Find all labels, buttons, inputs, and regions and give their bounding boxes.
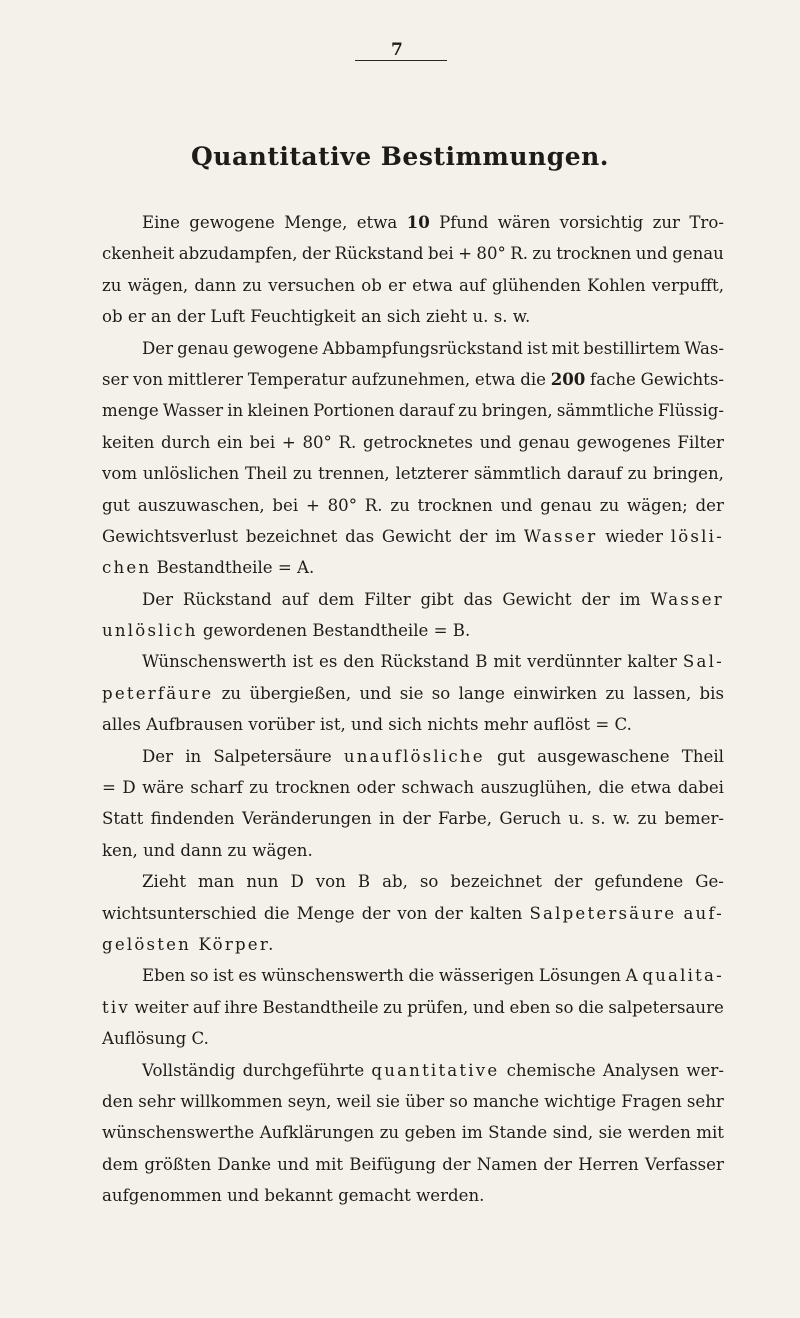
word: dem: [102, 1154, 139, 1174]
word: Eben: [142, 966, 186, 986]
word: Der: [142, 338, 174, 358]
word: und: [277, 1154, 310, 1174]
text-segment: ob er an der Luft Feuchtigkeit an sich zieht u. s. w.: [102, 307, 531, 327]
text-line: [102, 1086, 724, 1117]
word: durchgeführte: [242, 1060, 365, 1080]
word: und: [500, 495, 533, 515]
word: auf: [192, 997, 220, 1017]
word: genau: [540, 495, 592, 515]
word: etwa: [474, 369, 516, 389]
word: Der: [142, 746, 174, 766]
word: Theil: [244, 464, 288, 484]
word: auszuglühen,: [480, 778, 593, 798]
word: etwa: [356, 213, 398, 232]
word: größten: [144, 1154, 212, 1174]
word: geben: [404, 1123, 457, 1143]
word: auszuwaschen,: [137, 495, 265, 515]
word: die: [598, 778, 625, 798]
text-line: [102, 772, 724, 803]
word: es: [238, 966, 257, 986]
word: weiter: [134, 997, 189, 1017]
word: zu: [102, 275, 122, 295]
word: der: [301, 244, 331, 264]
text-line: [102, 1117, 724, 1148]
word: und: [635, 244, 668, 264]
word: abzudampfen,: [178, 244, 298, 264]
word: zu: [637, 809, 658, 829]
word: Aufklärungen: [259, 1123, 375, 1143]
word: R.: [364, 495, 383, 515]
word: wären: [497, 213, 551, 232]
word: zu: [458, 401, 478, 421]
word: Kohlen: [587, 275, 646, 295]
word: Herren: [578, 1154, 639, 1174]
word: gibt: [420, 589, 454, 609]
word: Gewicht: [502, 589, 572, 609]
word: in: [378, 809, 395, 829]
word: +: [458, 244, 472, 264]
word: Wasser: [650, 589, 724, 609]
text-line: [102, 238, 724, 269]
text-line: [102, 427, 724, 458]
word: das: [345, 526, 375, 546]
word: Statt: [102, 809, 144, 829]
word: Beifügung: [349, 1154, 437, 1174]
word: von: [315, 872, 346, 892]
word: der: [434, 903, 463, 923]
text-line: [102, 960, 724, 991]
word: sind,: [552, 1123, 594, 1143]
text-line: [102, 395, 724, 426]
word: Bestandtheile: [262, 997, 379, 1017]
word: 80°: [476, 244, 506, 264]
word: oder: [356, 778, 396, 798]
word: bemer-: [664, 809, 724, 829]
word: wichtige: [544, 1091, 617, 1111]
word: über: [405, 1091, 445, 1111]
word: Pfund: [439, 213, 489, 232]
word: tiv: [102, 997, 130, 1017]
word: vorsichtig: [559, 213, 644, 232]
word: Menge: [296, 903, 355, 923]
word: Gewicht: [381, 526, 452, 546]
word: Gewichtsverlust: [102, 526, 239, 546]
word: in: [227, 401, 244, 421]
word: mit: [493, 652, 522, 672]
word: der: [581, 589, 610, 609]
word: zu: [242, 275, 262, 295]
word: gut: [496, 746, 525, 766]
word: und: [472, 997, 505, 1017]
word: gefundene: [594, 872, 684, 892]
word: Vollständig: [142, 1060, 236, 1080]
word: bezeichnet: [245, 526, 338, 546]
word: sehr: [138, 1091, 176, 1111]
word: durch: [161, 432, 211, 452]
word: der: [695, 495, 724, 515]
word: so: [419, 872, 439, 892]
text-line: [102, 364, 724, 395]
word: zu: [292, 464, 313, 484]
word: findenden: [150, 809, 235, 829]
word: wichtsunterschied: [102, 903, 257, 923]
text-line: [102, 803, 724, 834]
text-segment: gewordenen Bestandtheile = B.: [197, 621, 471, 641]
text-line: [102, 678, 724, 709]
word: so: [449, 1091, 468, 1111]
word: sämmtliche: [556, 401, 654, 421]
word: genau: [518, 432, 570, 452]
text-line: [102, 646, 724, 677]
text-line: [102, 333, 724, 364]
word: auf: [281, 589, 309, 609]
word: chemische: [506, 1060, 596, 1080]
word: +: [305, 495, 320, 515]
body-text: [102, 207, 724, 1212]
word: mittlerer: [167, 369, 243, 389]
word: versuchen: [268, 275, 356, 295]
word: Sal-: [682, 652, 724, 672]
word: Gewichts-: [640, 369, 724, 389]
word: ein: [216, 432, 243, 452]
word: R.: [510, 244, 528, 264]
word: dem: [318, 589, 355, 609]
word: getrocknetes: [362, 432, 473, 452]
word: scharf: [190, 778, 243, 798]
word: Veränderungen: [241, 809, 372, 829]
word: unauflösliche: [343, 746, 485, 766]
word: ausgewaschene: [537, 746, 670, 766]
word: glühenden: [491, 275, 581, 295]
text-segment: gelösten Körper.: [102, 934, 276, 954]
word: etwa: [630, 778, 672, 798]
word: bestillirtem: [583, 338, 681, 358]
text-line: [102, 490, 724, 521]
word: w.: [612, 809, 631, 829]
word: Danke: [217, 1154, 272, 1174]
word: man: [198, 872, 235, 892]
word: Analysen: [602, 1060, 680, 1080]
word: von: [397, 903, 428, 923]
text-line: [102, 584, 724, 615]
word: D: [122, 778, 136, 798]
word: Menge,: [284, 213, 348, 232]
word: Rückstand: [182, 589, 272, 609]
word: prüfen,: [407, 997, 469, 1017]
word: salpetersaure: [608, 997, 724, 1017]
word: so: [189, 966, 209, 986]
word: unlöslichen: [142, 464, 240, 484]
word: Wasser: [523, 526, 598, 546]
word: zu: [599, 495, 620, 515]
word: Salpetersäure: [213, 746, 332, 766]
word: die: [578, 997, 604, 1017]
word: etwa: [412, 275, 453, 295]
word: peterfäure: [102, 683, 214, 703]
word: das: [463, 589, 493, 609]
word: bringen,: [653, 464, 724, 484]
text-line: [102, 835, 724, 866]
word: Tro-: [689, 213, 724, 232]
word: ob: [361, 275, 382, 295]
word: Rückstand: [334, 244, 424, 264]
word: willkommen: [180, 1091, 283, 1111]
word: lange: [458, 683, 505, 703]
word: fache: [590, 369, 636, 389]
word: dann: [194, 275, 237, 295]
word: zu: [532, 244, 552, 264]
word: so: [554, 997, 574, 1017]
word: Rückstand: [380, 652, 470, 672]
word: zur: [652, 213, 680, 232]
word: dabei: [677, 778, 724, 798]
word: Ge-: [695, 872, 724, 892]
page-title: Quantitative Bestimmungen.: [191, 142, 609, 171]
word: der: [442, 1154, 471, 1174]
word: wer-: [686, 1060, 724, 1080]
word: Eine: [142, 213, 180, 232]
word: Flüssig-: [657, 401, 724, 421]
text-segment: ken, und dann zu wägen.: [102, 840, 313, 860]
text-line: [102, 207, 724, 238]
word: auf: [458, 275, 486, 295]
word: bringen,: [481, 401, 553, 421]
word: der: [361, 903, 391, 923]
word: 10: [406, 212, 430, 232]
text-line: [102, 1149, 724, 1180]
text-line: [102, 552, 724, 583]
word: Zieht: [142, 872, 187, 892]
text-line: [102, 301, 724, 332]
word: bis: [699, 683, 724, 703]
word: eben: [509, 997, 551, 1017]
word: verdünnter: [527, 652, 622, 672]
text-line: [102, 458, 724, 489]
word: trocknen: [417, 495, 493, 515]
word: zu: [605, 683, 625, 703]
word: Abbampfungsrückstand: [322, 338, 523, 358]
word: so: [431, 683, 451, 703]
word: quantitative: [371, 1060, 500, 1080]
word: trocknen: [275, 778, 351, 798]
word: und: [479, 432, 512, 452]
word: ser: [102, 369, 129, 389]
word: Temperatur: [247, 369, 347, 389]
word: wieder: [605, 526, 663, 546]
word: qualita-: [642, 966, 724, 986]
word: Portionen: [313, 401, 395, 421]
word: schwach: [401, 778, 475, 798]
word: die: [408, 966, 435, 986]
text-line: [102, 270, 724, 301]
word: bei: [272, 495, 299, 515]
word: den: [343, 652, 375, 672]
word: es: [319, 652, 338, 672]
text-segment: chen: [102, 558, 152, 578]
text-line: [102, 992, 724, 1023]
word: Filter: [677, 432, 724, 452]
word: ckenheit: [102, 244, 175, 264]
word: kleinen: [247, 401, 310, 421]
text-line: [102, 1055, 724, 1086]
word: lösli-: [670, 526, 724, 546]
word: darauf: [398, 401, 455, 421]
word: Lösungen: [538, 966, 621, 986]
word: manche: [472, 1091, 540, 1111]
word: R.: [338, 432, 357, 452]
word: bezeichnet: [450, 872, 542, 892]
word: Fragen: [621, 1091, 682, 1111]
text-segment: Bestandtheile = A.: [151, 558, 315, 578]
word: vom: [102, 464, 138, 484]
word: zu: [390, 495, 410, 515]
word: +: [281, 432, 296, 452]
word: Salpetersäure: [529, 903, 677, 923]
text-segment: unlöslich: [102, 621, 198, 641]
word: weil: [336, 1091, 372, 1111]
word: ist: [213, 966, 234, 986]
word: gewogenes: [576, 432, 671, 452]
word: mit: [315, 1154, 344, 1174]
word: wünschenswerth: [261, 966, 404, 986]
word: D: [290, 872, 304, 892]
word: im: [619, 589, 641, 609]
word: gewogene: [189, 213, 275, 232]
word: im: [461, 1123, 483, 1143]
word: sehr: [686, 1091, 724, 1111]
text-segment: Auflösung C.: [102, 1029, 209, 1049]
word: sie: [598, 1123, 623, 1143]
word: ist: [292, 652, 314, 672]
word: s.: [591, 809, 606, 829]
word: 80°: [302, 432, 332, 452]
word: wägen;: [626, 495, 688, 515]
word: bei: [427, 244, 454, 264]
word: darauf: [566, 464, 623, 484]
word: Wünschenswerth: [142, 652, 287, 672]
word: sie: [399, 683, 424, 703]
word: mit: [551, 338, 580, 358]
word: zu: [627, 464, 648, 484]
word: wünschenswerthe: [102, 1123, 255, 1143]
word: nun: [246, 872, 279, 892]
text-line: [102, 1023, 724, 1054]
word: im: [495, 526, 517, 546]
text-line: [102, 898, 724, 929]
page-number: 7: [391, 40, 403, 60]
word: auf-: [683, 903, 724, 923]
word: seyn,: [287, 1091, 332, 1111]
word: gewogene: [232, 338, 319, 358]
word: aufzunehmen,: [351, 369, 471, 389]
word: von: [133, 369, 164, 389]
word: menge: [102, 401, 159, 421]
word: u.: [568, 809, 585, 829]
word: Filter: [364, 589, 411, 609]
word: lassen,: [633, 683, 692, 703]
word: Verfasser: [644, 1154, 724, 1174]
word: übergießen,: [249, 683, 352, 703]
text-segment: alles Aufbrausen vorüber ist, und sich nichts mehr auflöst = C.: [102, 715, 632, 735]
word: der: [543, 1154, 572, 1174]
word: 200: [550, 368, 586, 389]
word: =: [102, 778, 116, 798]
text-line: [102, 1180, 724, 1211]
word: Namen: [476, 1154, 538, 1174]
word: zu: [379, 1123, 400, 1143]
word: letzterer: [395, 464, 469, 484]
word: B: [475, 652, 488, 672]
text-line: [102, 521, 724, 552]
word: zu: [249, 778, 269, 798]
word: trennen,: [318, 464, 390, 484]
word: trocknen: [556, 244, 632, 264]
word: wägen,: [127, 275, 189, 295]
word: verpufft,: [651, 275, 724, 295]
text-line: [102, 741, 724, 772]
word: Theil: [681, 746, 724, 766]
word: Was-: [684, 338, 724, 358]
word: gut: [102, 495, 130, 515]
word: in: [185, 746, 202, 766]
word: Farbe,: [438, 809, 492, 829]
word: Wasser: [162, 401, 224, 421]
word: der: [402, 809, 431, 829]
word: mit: [696, 1123, 724, 1143]
word: werden: [627, 1123, 691, 1143]
word: den: [102, 1091, 134, 1111]
word: ab,: [382, 872, 408, 892]
text-line: [102, 929, 724, 960]
word: er: [388, 275, 406, 295]
word: zu: [383, 997, 403, 1017]
word: ihre: [224, 997, 258, 1017]
word: sämmtlich: [473, 464, 562, 484]
word: sie: [376, 1091, 400, 1111]
word: wäre: [142, 778, 184, 798]
word: zu: [221, 683, 242, 703]
word: Der: [142, 589, 174, 609]
word: die: [520, 369, 546, 389]
word: 80°: [327, 495, 358, 515]
word: der: [458, 526, 488, 546]
word: und: [359, 683, 392, 703]
word: genau: [177, 338, 229, 358]
top-rule: [355, 60, 447, 61]
word: B: [357, 872, 371, 892]
text-segment: aufgenommen und bekannt gemacht werden.: [102, 1186, 485, 1206]
word: ist: [527, 338, 548, 358]
word: bei: [249, 432, 276, 452]
word: kalter: [627, 652, 677, 672]
word: genau: [672, 244, 724, 264]
word: Stande: [488, 1123, 548, 1143]
text-line: [102, 866, 724, 897]
word: der: [553, 872, 583, 892]
word: keiten: [102, 432, 155, 452]
word: A: [625, 966, 638, 986]
word: Geruch: [499, 809, 562, 829]
word: einwirken: [513, 683, 598, 703]
word: kalten: [469, 903, 523, 923]
text-line: [102, 615, 724, 646]
word: wässerigen: [438, 966, 535, 986]
text-line: [102, 709, 724, 740]
word: die: [263, 903, 290, 923]
